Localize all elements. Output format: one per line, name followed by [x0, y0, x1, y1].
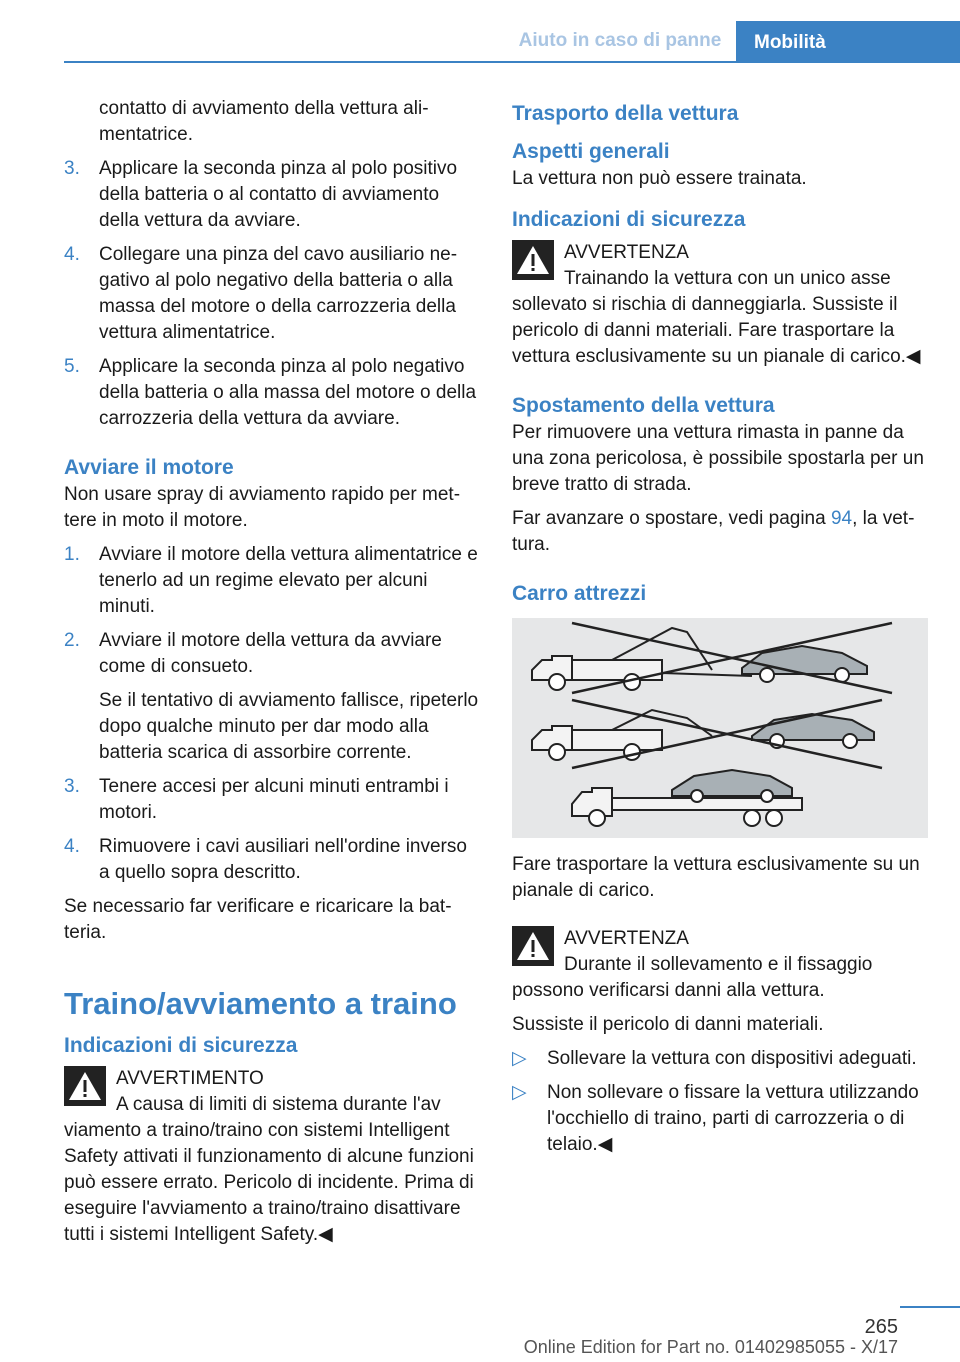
step-number: 3.: [64, 158, 80, 179]
start-engine-heading: Avviare il motore: [64, 456, 234, 479]
move-text: Per rimuovere una vettura rimasta in panne da una zona pericolosa, è possibile spostarla per un breve tratto di strada.: [512, 422, 924, 495]
list-item: [64, 834, 482, 886]
warning-title: AVVERTIMENTO: [116, 1068, 264, 1089]
list-item: [64, 354, 482, 432]
warning-title: AVVERTENZA: [564, 928, 689, 949]
start-intro: Non usare spray di avviamento rapido per mettere in moto il motore.: [64, 484, 461, 531]
bullet-marker: ▷: [512, 1048, 527, 1069]
warning-block: [512, 926, 930, 1004]
page-number: 265: [864, 1316, 898, 1338]
move-reference: [512, 506, 930, 558]
step-text: Applicare la seconda pinza al polo negativo della batteria o alla massa del motore o della carrozzeria della vettura da avviare.: [99, 356, 477, 429]
figure-caption: Fare trasportare la vettura esclusivamente su un pianale di carico.: [512, 854, 920, 901]
header-tab[interactable]: Mobilità: [736, 21, 960, 62]
step-extra: Se il tentativo di avviamento fallisce, ripeterlo dopo qualche minuto per dar modo alla batteria scarica di assorbire corrente.: [99, 690, 479, 763]
list-item: [64, 242, 482, 346]
tow-truck-illustration: [512, 618, 928, 838]
warning-first-line: Trainando la vettura con un unico asse: [564, 268, 891, 289]
general-text: La vettura non può essere trainata.: [512, 168, 807, 189]
bullet-text: Sollevare la vettura con dispositivi adeguati.: [547, 1048, 917, 1069]
step-number: 4.: [64, 836, 80, 857]
list-item: [64, 542, 482, 620]
move-ref-before: Far avanzare o spostare, vedi pagina: [512, 508, 831, 529]
safety-heading-right: Indicazioni di sicurezza: [512, 208, 746, 231]
warning-title: AVVERTENZA: [564, 242, 689, 263]
warning-block: [64, 1066, 482, 1248]
step-number: 3.: [64, 776, 80, 797]
left-column: [64, 96, 482, 1248]
move-ref-after: , la vettura.: [512, 508, 915, 555]
page-link[interactable]: 94: [830, 508, 853, 529]
warning-icon: [64, 1066, 106, 1106]
warning-text: viamento a traino/traino con sistemi Intelligent Safety attivati il funzionamento di alcune funzioni può essere errato. Pericolo di incidente. Prima di eseguire l'avviamento a traino/traino disattivare tutti i sistemi Intelligent Safety.◀: [64, 1120, 474, 1245]
steps-list-a: [64, 156, 482, 432]
step-text: Applicare la seconda pinza al polo positivo della batteria o al contatto di avviamento della vettura da avviare.: [99, 158, 458, 231]
list-item: [64, 628, 482, 766]
after-warning-text: Sussiste il pericolo di danni materiali.: [512, 1014, 824, 1035]
step-number: 2.: [64, 630, 80, 651]
header-section[interactable]: Aiuto in caso di panne: [518, 30, 722, 51]
bullet-marker: ▷: [512, 1082, 527, 1103]
after-steps-text: Se necessario far verificare e ricaricare la batteria.: [64, 896, 452, 943]
step-text: Tenere accesi per alcuni minuti entrambi i motori.: [99, 776, 449, 823]
warning-text: sollevato si rischia di danneggiarla. Sussiste il pericolo di danni materiali. Fare trasportare la vettura esclusivamente su un pianale di carico.◀: [512, 294, 921, 367]
step-number: 5.: [64, 356, 80, 377]
list-item: [512, 1046, 930, 1072]
warning-text: possono verificarsi danni alla vettura.: [512, 980, 825, 1001]
step-number: 1.: [64, 544, 80, 565]
move-heading: Spostamento della vettura: [512, 394, 775, 417]
warning-first-line: Durante il sollevamento e il fissaggio: [564, 954, 873, 975]
step-number: 4.: [64, 244, 80, 265]
list-item: [512, 1080, 930, 1158]
steps-list-b: [64, 542, 482, 886]
right-column: [512, 96, 930, 1166]
safety-heading: Indicazioni di sicurezza: [64, 1034, 298, 1057]
list-item: [64, 774, 482, 826]
list-item: [64, 156, 482, 234]
tow-truck-heading: Carro attrezzi: [512, 582, 647, 605]
bullet-text: Non sollevare o fissare la vettura utilizzando l'occhiello di traino, parti di carrozzeria o di telaio.◀: [547, 1082, 919, 1155]
towing-heading: Traino/avviamento a traino: [64, 986, 457, 1021]
transport-heading: Trasporto della vettura: [512, 102, 739, 125]
edition-footer: Online Edition for Part no. 01402985055 - X/17: [523, 1337, 898, 1357]
bullet-list: [512, 1046, 930, 1158]
tow-diagram: [512, 618, 928, 838]
step-text: Rimuovere i cavi ausiliari nell'ordine inverso a quello sopra descritto.: [99, 836, 467, 883]
step-text: Avviare il motore della vettura da avviare come di consueto.: [99, 630, 442, 677]
warning-icon: [512, 240, 554, 280]
warning-block: [512, 240, 930, 370]
footer-rule: [900, 1306, 960, 1308]
step-text: Collegare una pinza del cavo ausiliario negativo al polo negativo della batteria o alla massa del motore o della carrozzeria della vettura alimentatrice.: [99, 244, 458, 343]
step-text: Avviare il motore della vettura alimentatrice e tenerlo ad un regime elevato per alcuni minuti.: [99, 544, 478, 617]
warning-first-line: A causa di limiti di sistema durante l'av: [116, 1094, 441, 1115]
warning-icon: [512, 926, 554, 966]
general-heading: Aspetti generali: [512, 140, 670, 163]
step-continuation: contatto di avviamento della vettura alimentatrice.: [99, 98, 429, 145]
